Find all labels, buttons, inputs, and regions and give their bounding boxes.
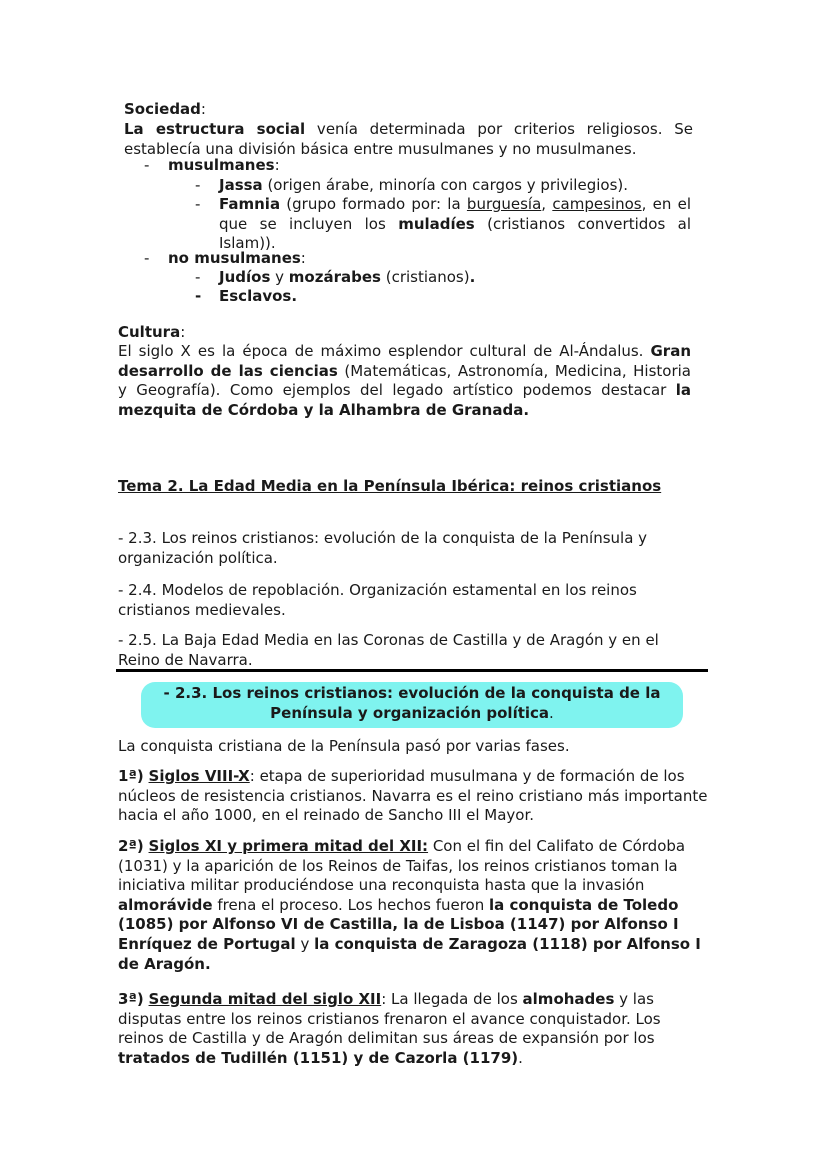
bullet-dash: - xyxy=(195,195,201,213)
judios-item: Judíos y mozárabes (cristianos). xyxy=(219,268,476,286)
famnia-item: Famnia (grupo formado por: la burguesía, campesinos, en el que se incluyen los muladíes (cristianos convertidos al Islam)). xyxy=(219,195,691,253)
musulmanes-label: musulmanes: xyxy=(168,156,280,174)
fase-2: 2ª) Siglos XI y primera mitad del XII: Con el fin del Califato de Córdoba (1031) y la aparición de los Reinos de Taifas, los reinos cristianos toman la iniciativa militar produciéndose una reconquista hasta que la invasión almorávide frena el proceso. Los hechos fueron la conquista de Toledo (1085) por Alfonso VI de Castilla, la de Lisboa (1147) por Alfonso I Enríquez de Portugal y la conquista de Zaragoza (1118) por Alfonso I de Aragón. xyxy=(118,837,701,973)
bullet-dash: - xyxy=(195,287,202,305)
no-musulmanes-label: no musulmanes: xyxy=(168,249,306,267)
divider xyxy=(116,669,708,672)
fase-3: 3ª) Segunda mitad del siglo XII: La llegada de los almohades y las disputas entre los reinos cristianos frenaron el avance conquistador. Los reinos de Castilla y de Aragón delimitan sus áreas de expansión por los tratados de Tudillén (1151) y de Cazorla (1179). xyxy=(118,990,661,1067)
fase-1: 1ª) Siglos VIII-X: etapa de superioridad musulmana y de formación de los núcleos de resistencia cristianos. Navarra es el reino cristiano más importante hacia el año 1000, en el reinado de Sancho III el Mayor. xyxy=(118,767,708,825)
jassa-item: Jassa (origen árabe, minoría con cargos y privilegios). xyxy=(219,176,629,194)
tema-title: Tema 2. La Edad Media en la Península Ibérica: reinos cristianos xyxy=(118,477,662,495)
sociedad-intro: La estructura social venía determinada por criterios religiosos. Se establecía una división básica entre musulmanes y no musulmanes. xyxy=(124,120,694,158)
tema-item: - 2.3. Los reinos cristianos: evolución de la conquista de la Península y organización política. xyxy=(118,529,648,567)
bullet-dash: - xyxy=(144,156,150,174)
section-heading: - 2.3. Los reinos cristianos: evolución de la conquista de la Península y organización política. xyxy=(163,684,661,722)
cultura-heading: Cultura: xyxy=(118,323,186,341)
bullet-dash: - xyxy=(144,249,150,267)
cultura-text: El siglo X es la época de máximo esplendor cultural de Al-Ándalus. Gran desarrollo de las ciencias (Matemáticas, Astronomía, Medicina, Historia y Geografía). Como ejemplos del legado artístico podemos destacar la mezquita de Córdoba y la Alhambra de Granada. xyxy=(118,342,691,419)
bullet-dash: - xyxy=(195,268,201,286)
esclavos-item: Esclavos. xyxy=(219,287,298,305)
tema-item: - 2.5. La Baja Edad Media en las Coronas de Castilla y de Aragón y en el Reino de Navarra. xyxy=(118,631,659,669)
section-intro: La conquista cristiana de la Península pasó por varias fases. xyxy=(118,737,570,755)
tema-item: - 2.4. Modelos de repoblación. Organización estamental en los reinos cristianos medievales. xyxy=(118,581,637,619)
bullet-dash: - xyxy=(195,176,201,194)
sociedad-heading: Sociedad: xyxy=(124,100,206,118)
